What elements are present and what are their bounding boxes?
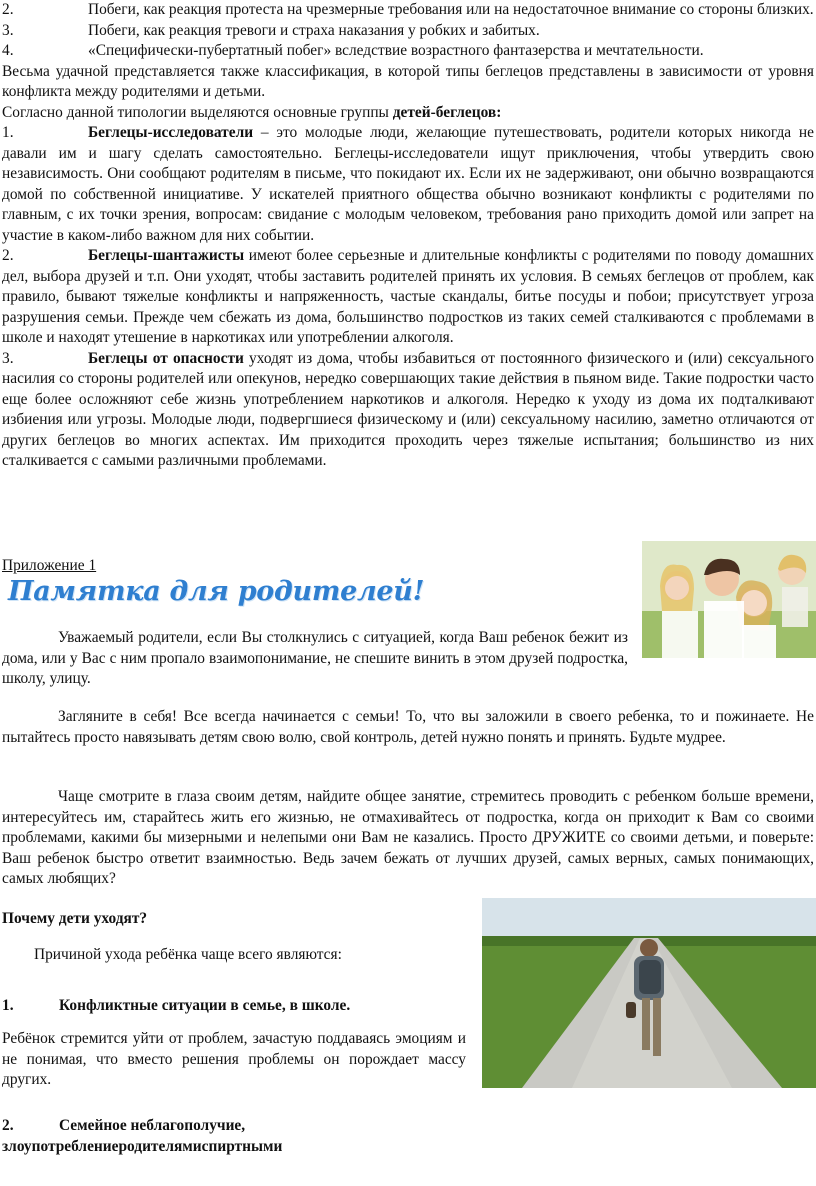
list-item: 2. Побеги, как реакция протеста на чрезмерные требования или на недостаточное внимание со стороны близких. [2, 1, 814, 18]
group-item: 1. Беглецы-исследователи – это молодые люди, желающие путешествовать, родители которых никогда не давали им и шагу сделать самостоятельно. Беглецы-исследователи ищут приключения, чтобы утвердить свою независимость. Они сообщают родителям в письме, что покидают их. Если их не задерживают, они обычно возвращаются домой по собственной инициативе. У искателей приятного общества обычно возникают конфликты с родителями по главным, с их точки зрения, вопросам: свидание с молодым человеком, требования рано приходить домой или запрет на участие в каком-либо важном для них событии. [2, 124, 814, 244]
appendix-label: Приложение 1 [2, 557, 97, 574]
reason-1-text: Ребёнок стремится уйти от проблем, зачастую поддаваясь эмоциям и не понимая, что вместо решения проблемы он порождает массу других. [2, 1030, 466, 1088]
memo-paragraph-3: Чаще смотрите в глаза своим детям, найдите общее занятие, стремитесь проводить с ребенком больше времени, интересуйтесь им, старайтесь жить его жизнью, не отмахивайтесь от подростка, когда он приходит к Вам со своими проблемами, какими бы мизерными и нелепыми они Вам не казались. Просто ДРУЖИТЕ со своими детьми, и поверьте: Ваш ребенок быстро ответит взаимностью. Ведь зачем бежать от лучших друзей, самых верных, самых понимающих, самых любящих? [2, 788, 814, 887]
why-heading: Почему дети уходят? [2, 910, 148, 927]
memo-paragraph-1: Уважаемый родители, если Вы столкнулись с ситуацией, когда Ваш ребенок бежит из дома, или у Вас с ним пропало взаимопонимание, не спешите винить в этом друзей подростка, школу, улицу. [2, 629, 628, 687]
road-photo-illustration [482, 898, 816, 1088]
intro-list [2, 0, 814, 472]
why-intro: Причиной ухода ребёнка чаще всего являются: [34, 946, 342, 963]
list-item: 4. «Специфически-пубертатный побег» вследствие возрастного фантазерства и мечтательности. [2, 42, 704, 59]
list-item: 3. Побеги, как реакция тревоги и страха наказания у робких и забитых. [2, 21, 540, 39]
memo-paragraph-2: Загляните в себя! Все всегда начинается с семьи! То, что вы заложили в своего ребенка, то и пожинаете. Не пытайтесь просто навязывать детям свою волю, свой контроль, детей нужно понять и принять. Будьте мудрее. [2, 708, 814, 746]
road-photo [482, 898, 816, 1088]
group-item: 3. Беглецы от опасности уходят из дома, чтобы избавиться от постоянного физического и (или) сексуального насилия со стороны родителей или опекунов, нередко совершающих такие действия в пьяном виде. Такие подростки часто еще более осложняют себе жизнь употреблением наркотиков и алкоголя. Нередко к уходу из дома их подталкивают избиения или угрозы. Молодые люди, подвергшиеся физическому и (или) сексуальному насилию, заметно отличаются от других беглецов во многих аспектах. Им приходится проходить через тяжелые испытания; большинство из них сталкивается с самыми различными проблемами. [2, 349, 814, 469]
classification-paragraph: Весьма удачной представляется также классификация, в которой типы беглецов представлены в зависимости от уровня конфликта между родителями и детьми. [2, 62, 814, 100]
memo-title: Памятка для родителей! [8, 576, 425, 607]
group-item: 2. Беглецы-шантажисты имеют более серьезные и длительные конфликты с родителями по поводу домашних дел, выбора друзей и т.п. Они уходят, чтобы заставить родителей принять их условия. В семьях беглецов от проблем, как правило, бывают тяжелые конфликты и напряженность, частые скандалы, битье посуды и побои; присутствует угроза разрушения семьи. Прежде чем сбежать из дома, большинство подростков из таких семей сталкиваются с проблемами в школе и находят утешение в наркотиках или употреблении алкоголя. [2, 247, 814, 346]
reason-2-title: 2. Семейное неблагополучие, [2, 1117, 246, 1134]
reason-2-title-line2: злоупотреблениеродителямиспиртными [2, 1138, 283, 1155]
family-photo-illustration [642, 541, 816, 658]
typology-intro: Согласно данной типологии выделяются основные группы детей-беглецов: [2, 103, 502, 121]
family-photo [642, 541, 816, 658]
reason-1-title: 1. Конфликтные ситуации в семье, в школе. [2, 997, 351, 1014]
